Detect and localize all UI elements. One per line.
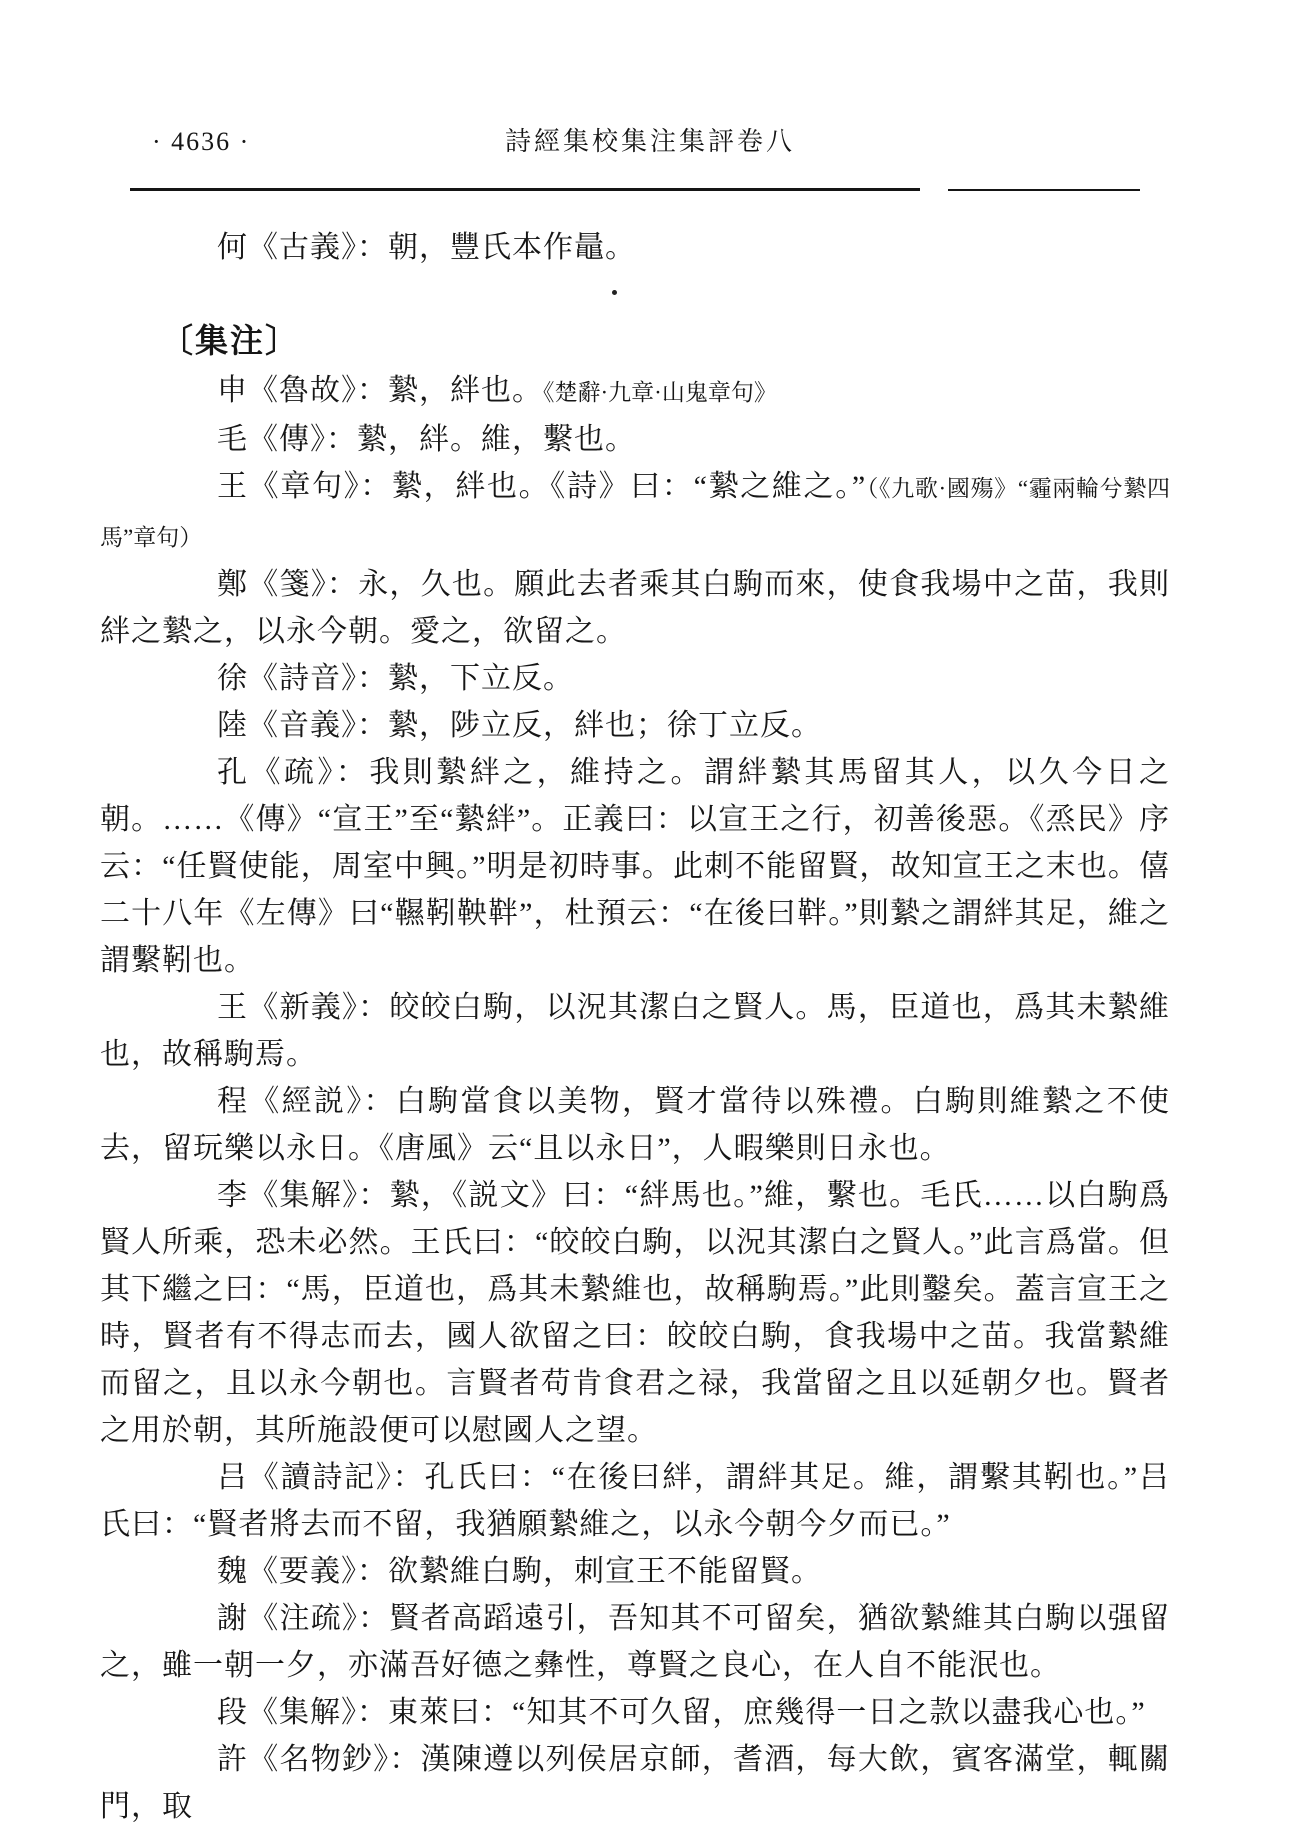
commentary-paragraph [100,416,1170,463]
commentary-paragraph [100,1548,1170,1595]
header-rule-left [130,188,920,191]
page-content [100,230,1170,1827]
text-segment: （《九歌·國殤》“霾兩輪兮縶四馬”章句） [100,476,1170,550]
commentary-paragraph [100,702,1170,749]
stray-mark [612,290,617,295]
text-segment: 許《名物鈔》：漢陳遵以列侯居京師，耆酒，每大飲，賓客滿堂，輒關門，取 [100,1743,1170,1823]
commentary-paragraph [100,367,1170,416]
commentary-paragraph [100,655,1170,702]
text-segment: 王《章句》：縶，絆也。《詩》曰：“縶之維之。” [217,470,867,503]
text-segment: 謝《注疏》：賢者高蹈遠引，吾知其不可留矣，猶欲縶維其白駒以强留之，雖一朝一夕，亦滿吾好德之彝性，尊賢之良心，在人自不能泯也。 [100,1602,1170,1682]
text-segment: 鄭《箋》：永，久也。願此去者乘其白駒而來，使食我場中之苗，我則絆之縶之，以永今朝。愛之，欲留之。 [100,568,1170,648]
commentary-paragraph [100,1595,1170,1689]
text-segment: 《楚辭·九章·山鬼章句》 [543,380,777,405]
text-segment: 陸《音義》：縶，陟立反，絆也；徐丁立反。 [217,709,822,742]
text-segment: 李《集解》：縶，《説文》曰：“絆馬也。”維，繫也。毛氏……以白駒爲賢人所乘，恐未必然。王氏曰：“皎皎白駒，以況其潔白之賢人。”此言爲當。但其下繼之曰：“馬，臣道也，爲其未縶維也，故稱駒焉。”此則鑿矣。蓋言宣王之時，賢者有不得志而去，國人欲留之曰：皎皎白駒，食我場中之苗。我當縶維而留之，且以永今朝也。言賢者苟肯食君之禄，我當留之且以延朝夕也。賢者之用於朝，其所施設便可以慰國人之望。 [100,1179,1170,1447]
pre-note: 何《古義》：朝，豐氏本作鼂。 [217,231,636,264]
text-segment: 程《經説》：白駒當食以美物，賢才當待以殊禮。白駒則維縶之不使去，留玩樂以永日。《唐風》云“且以永日”，人暇樂則日永也。 [100,1085,1170,1165]
commentary-list [100,367,1170,1827]
commentary-paragraph [100,749,1170,984]
text-segment: 吕《讀詩記》：孔氏曰：“在後曰絆，謂絆其足。維，謂繫其靷也。”吕氏曰：“賢者將去而不留，我猶願縶維之，以永今朝今夕而已。” [100,1461,1170,1541]
running-title: 詩經集校集注集評卷八 [504,127,795,156]
commentary-paragraph [100,463,1170,561]
header-rule-right [948,189,1140,191]
commentary-paragraph [100,1736,1170,1827]
commentary-paragraph [100,1078,1170,1172]
text-segment: 王《新義》：皎皎白駒，以況其潔白之賢人。馬，臣道也，爲其未縶維也，故稱駒焉。 [100,991,1170,1071]
text-segment: 毛《傳》：縶，絆。維，繫也。 [217,423,636,456]
commentary-paragraph [100,1454,1170,1548]
commentary-paragraph [100,984,1170,1078]
page-header [0,0,1300,160]
commentary-paragraph [100,561,1170,655]
commentary-paragraph [100,1689,1170,1736]
section-heading: 〔集注〕 [160,324,300,360]
text-segment: 孔《疏》：我則縶絆之，維持之。謂絆縶其馬留其人，以久今日之朝。……《傳》“宣王”至“縶絆”。正義曰：以宣王之行，初善後惡。《烝民》序云：“任賢使能，周室中興。”明是初時事。此刺不能留賢，故知宣王之末也。僖二十八年《左傳》曰“韅靷鞅靽”，杜預云：“在後曰靽。”則縶之謂絆其足，維之謂繫靷也。 [100,756,1170,977]
text-segment: 申《魯故》：縶，絆也。 [217,374,543,407]
text-segment: 段《集解》：東萊曰：“知其不可久留，庶幾得一日之款以盡我心也。” [217,1696,1146,1729]
page-number: · 4636 · [152,127,251,156]
text-segment: 徐《詩音》：縶，下立反。 [217,662,574,695]
text-segment: 魏《要義》：欲縶維白駒，刺宣王不能留賢。 [217,1555,822,1588]
commentary-paragraph [100,1172,1170,1454]
